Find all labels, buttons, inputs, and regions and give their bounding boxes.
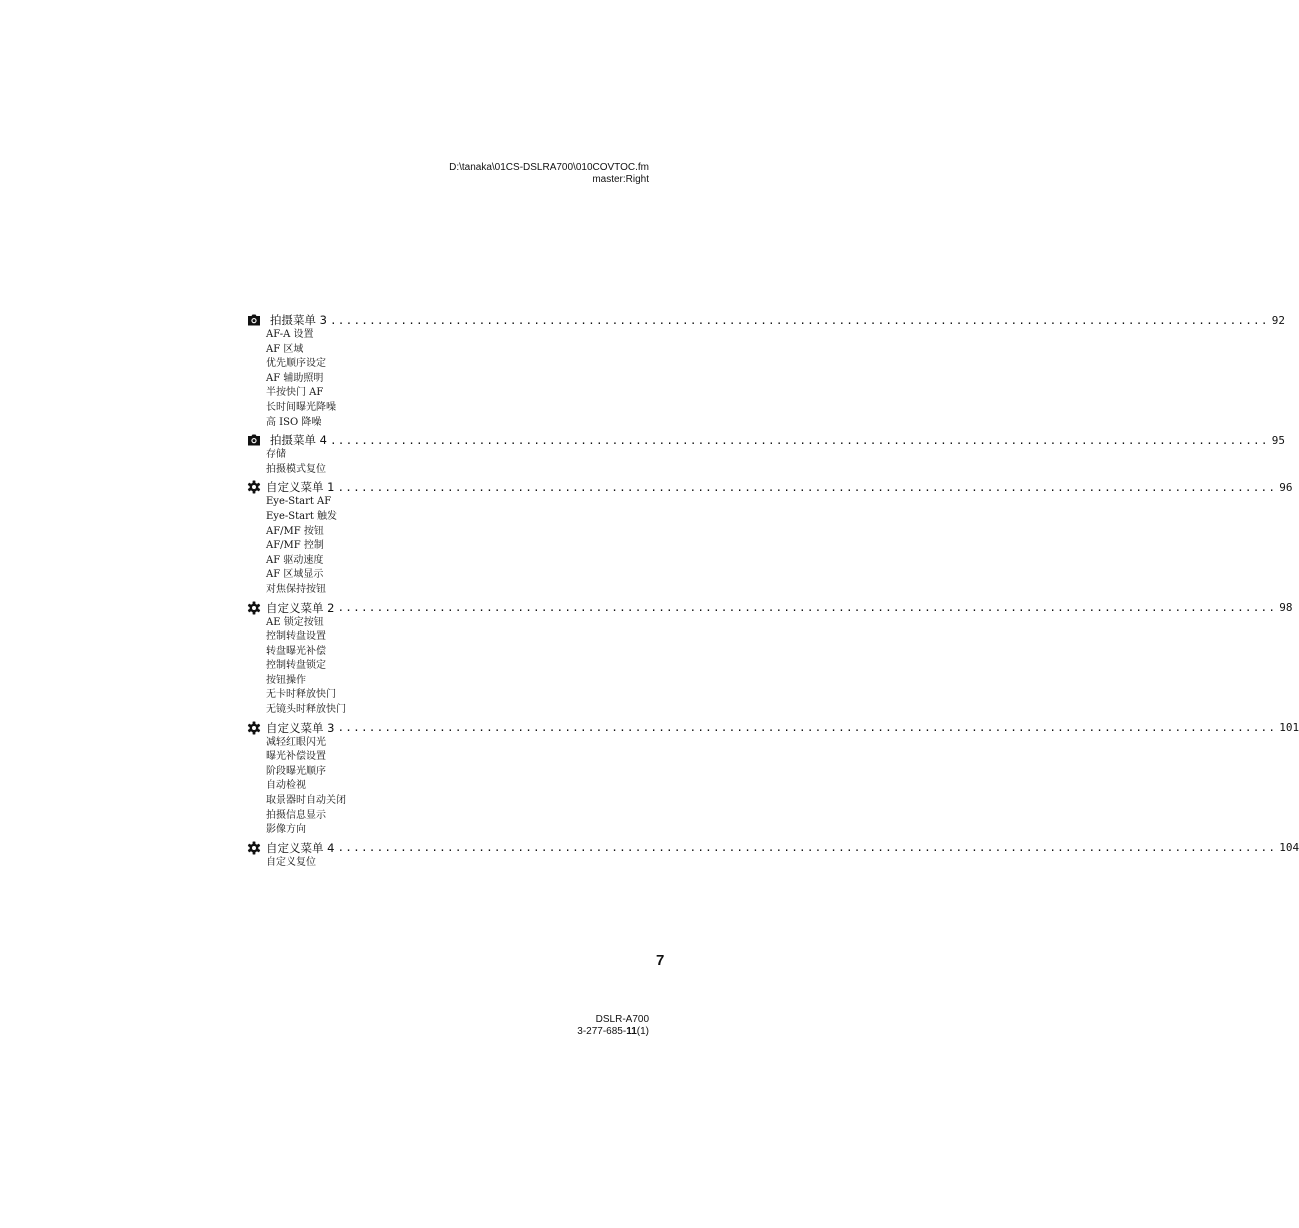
toc-section: [247, 720, 1299, 838]
toc-item[interactable]: 自动检视: [266, 780, 306, 792]
toc-item-list: [247, 616, 649, 718]
dot-leader: ........................................................................................................................: [337, 841, 1277, 855]
footer-code-suffix: (1): [636, 1026, 649, 1037]
toc-section: [247, 479, 1293, 597]
dot-leader: ........................................................................................................................: [329, 313, 1269, 327]
gear-icon: [247, 841, 266, 855]
toc-item[interactable]: Eye-Start 触发: [266, 510, 338, 522]
toc-page-number: 92: [1271, 313, 1285, 327]
toc-section: [247, 840, 1299, 871]
toc-item[interactable]: 拍摄模式复位: [266, 463, 326, 475]
toc-section: [247, 600, 1293, 718]
toc-section-title: 自定义菜单 2: [266, 600, 335, 615]
toc-section-title: 拍摄菜单 3: [270, 313, 327, 327]
gear-icon: [247, 601, 266, 615]
toc-section-title: 自定义菜单 3: [266, 720, 335, 735]
toc-item[interactable]: AF/MF 按钮: [266, 525, 324, 537]
toc-item[interactable]: 按钮操作: [266, 674, 306, 686]
toc-item[interactable]: 长时间曝光降噪: [266, 401, 336, 413]
table-of-contents: [247, 312, 1299, 872]
toc-item[interactable]: 拍摄信息显示: [266, 809, 326, 821]
toc-item[interactable]: 自定义复位: [266, 856, 316, 868]
toc-section-heading[interactable]: [247, 432, 1285, 448]
toc-item[interactable]: Eye-Start AF: [266, 496, 332, 508]
toc-item[interactable]: 存储: [266, 449, 286, 461]
toc-item-list: [247, 495, 649, 597]
toc-item-list: [247, 328, 649, 430]
toc-page-number: 95: [1271, 433, 1285, 447]
toc-item[interactable]: 无卡时释放快门: [266, 689, 336, 701]
toc-section-heading[interactable]: [247, 600, 1293, 616]
page-number: 7: [656, 952, 665, 969]
toc-item[interactable]: 无镜头时释放快门: [266, 704, 346, 716]
toc-item[interactable]: 转盘曝光补偿: [266, 645, 326, 657]
camera-icon: [247, 313, 270, 327]
toc-section-title: 自定义菜单 1: [266, 480, 335, 495]
footer-part-code: [577, 1026, 649, 1038]
gear-icon: [247, 480, 266, 494]
toc-item[interactable]: 对焦保持按钮: [266, 583, 326, 595]
header-master-label: master:Right: [592, 174, 649, 185]
toc-item[interactable]: AF/MF 控制: [266, 540, 324, 552]
toc-page-number: 104: [1279, 841, 1299, 855]
dot-leader: ........................................................................................................................: [337, 601, 1277, 614]
toc-item[interactable]: 取景器时自动关闭: [266, 795, 346, 807]
toc-section-heading[interactable]: [247, 720, 1299, 736]
toc-section-heading[interactable]: [247, 479, 1293, 495]
toc-item[interactable]: AF-A 设置: [266, 329, 314, 340]
toc-item[interactable]: AF 区域显示: [266, 569, 324, 581]
toc-section: [247, 432, 1285, 477]
toc-item-list: [247, 736, 649, 838]
toc-item[interactable]: 优先顺序设定: [266, 358, 326, 370]
header-file-path: D:\tanaka\01CS-DSLRA700\010COVTOC.fm: [449, 162, 649, 173]
toc-item[interactable]: AF 辅助照明: [266, 372, 324, 384]
toc-item[interactable]: 控制转盘锁定: [266, 660, 326, 672]
toc-section-heading[interactable]: [247, 312, 1285, 328]
toc-section-title: 拍摄菜单 4: [270, 433, 327, 448]
gear-icon: [247, 721, 266, 735]
toc-item[interactable]: AE 锁定按钮: [266, 616, 324, 628]
toc-item[interactable]: 控制转盘设置: [266, 631, 326, 643]
dot-leader: ........................................................................................................................: [329, 433, 1269, 447]
toc-item-list: [247, 856, 649, 871]
toc-page-number: 101: [1279, 721, 1299, 735]
footer-model: DSLR-A700: [595, 1014, 649, 1025]
toc-section-title: 自定义菜单 4: [266, 840, 335, 855]
toc-section: [247, 312, 1285, 430]
toc-item[interactable]: 影像方向: [266, 824, 306, 836]
toc-item-list: [247, 448, 649, 477]
dot-leader: ........................................................................................................................: [337, 721, 1277, 735]
toc-item[interactable]: 阶段曝光顺序: [266, 765, 326, 777]
toc-item[interactable]: 减轻红眼闪光: [266, 736, 326, 748]
footer-code-prefix: 3-277-685-: [577, 1026, 627, 1037]
toc-page-number: 98: [1279, 601, 1293, 614]
toc-item[interactable]: AF 区域: [266, 343, 304, 355]
footer-code-bold: 11: [626, 1026, 637, 1037]
toc-page-number: 96: [1279, 480, 1293, 494]
toc-item[interactable]: 曝光补偿设置: [266, 751, 326, 763]
toc-item[interactable]: 半按快门 AF: [266, 387, 324, 399]
camera-icon: [247, 433, 270, 447]
toc-item[interactable]: 高 ISO 降噪: [266, 416, 322, 428]
dot-leader: ........................................................................................................................: [337, 480, 1277, 494]
toc-section-heading[interactable]: [247, 840, 1299, 856]
toc-item[interactable]: AF 驱动速度: [266, 554, 324, 566]
